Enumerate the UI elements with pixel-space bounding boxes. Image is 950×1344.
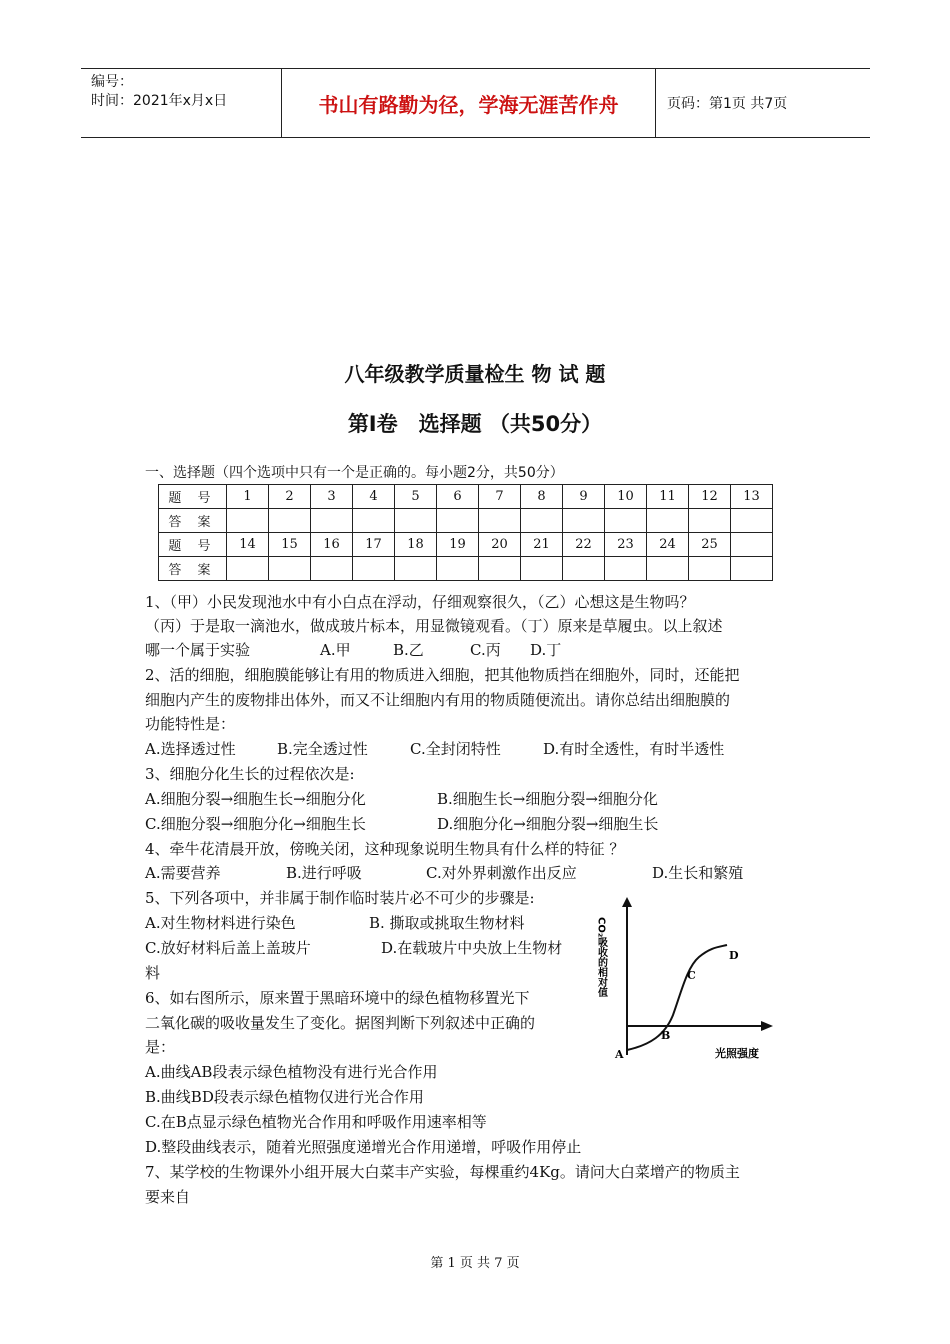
- q4-option-b: B.进行呼吸: [286, 864, 362, 882]
- question-number-cell: 21: [521, 533, 563, 557]
- q2-option-d: D.有时全透性，有时半透性: [543, 740, 725, 758]
- question-number-cell: 13: [731, 485, 773, 509]
- q6-option-a: A.曲线AB段表示绿色植物没有进行光合作用: [145, 1063, 438, 1081]
- table-row: [159, 509, 773, 533]
- answer-cell[interactable]: [437, 557, 479, 581]
- row-label: 答 案: [159, 557, 227, 581]
- q7-line: 7、某学校的生物课外小组开展大白菜丰产实验，每棵重约4Kg。请问大白菜增产的物质主: [145, 1163, 740, 1181]
- question-number-cell: 24: [647, 533, 689, 557]
- q5-option-d-wrap: 料: [145, 964, 161, 982]
- answer-cell[interactable]: [647, 557, 689, 581]
- answer-cell[interactable]: [605, 509, 647, 533]
- q4-option-d: D.生长和繁殖: [652, 864, 744, 882]
- row-label: 题 号: [159, 485, 227, 509]
- q2-line: 2、活的细胞，细胞膜能够让有用的物质进入细胞，把其他物质挡在细胞外，同时，还能把: [145, 666, 740, 684]
- x-axis-label: 光照强度: [715, 1047, 759, 1060]
- exam-title: 八年级教学质量检生 物 试 题: [344, 362, 606, 386]
- question-number-cell: 18: [395, 533, 437, 557]
- q1-line: 哪一个属于实验: [145, 641, 251, 659]
- answer-cell[interactable]: [227, 509, 269, 533]
- question-number-cell: 14: [227, 533, 269, 557]
- answer-cell[interactable]: [311, 509, 353, 533]
- point-label-c: C: [687, 969, 696, 982]
- point-label-b: B: [661, 1029, 671, 1042]
- q6-line: 6、如右图所示，原来置于黑暗环境中的绿色植物移置光下: [145, 989, 530, 1007]
- q2-line: 细胞内产生的废物排出体外，而又不让细胞内有用的物质随便流出。请你总结出细胞膜的: [145, 691, 731, 709]
- answer-cell[interactable]: [227, 557, 269, 581]
- q1-option-d: D.丁: [530, 641, 562, 659]
- answer-cell[interactable]: [731, 509, 773, 533]
- q6-option-d: D.整段曲线表示，随着光照强度递增光合作用递增，呼吸作用停止: [145, 1138, 582, 1156]
- q6-line: 是：: [145, 1038, 176, 1056]
- y-axis-arrow-icon: [622, 897, 632, 907]
- header-page-info: 页码：第1页 共7页: [667, 96, 788, 112]
- question-number-cell: 8: [521, 485, 563, 509]
- answer-cell[interactable]: [269, 509, 311, 533]
- page-footer: 第 1 页 共 7 页: [430, 1256, 520, 1271]
- q2-option-a: A.选择透过性: [145, 740, 236, 758]
- q3-option-a: A.细胞分裂→细胞生长→细胞分化: [145, 790, 366, 808]
- q3-stem: 3、细胞分化生长的过程依次是:: [145, 765, 355, 783]
- y-axis-label: CO₂吸收的相对值: [595, 917, 607, 998]
- question-number-cell: 7: [479, 485, 521, 509]
- answer-table: [158, 484, 773, 581]
- answer-cell[interactable]: [437, 509, 479, 533]
- date-label: 时间：2021年x月x日: [91, 93, 228, 109]
- q7-line: 要来自: [145, 1188, 191, 1206]
- question-number-cell: 3: [311, 485, 353, 509]
- question-number-cell: 6: [437, 485, 479, 509]
- row-label: 题 号: [159, 533, 227, 557]
- answer-cell[interactable]: [269, 557, 311, 581]
- question-number-cell: 23: [605, 533, 647, 557]
- answer-cell[interactable]: [689, 557, 731, 581]
- number-label: 编号：: [91, 74, 133, 90]
- row-label: 答 案: [159, 509, 227, 533]
- answer-cell[interactable]: [689, 509, 731, 533]
- question-number-cell: 5: [395, 485, 437, 509]
- answer-cell[interactable]: [395, 509, 437, 533]
- x-axis-arrow-icon: [761, 1021, 773, 1031]
- question-number-cell: 17: [353, 533, 395, 557]
- header-meta: [81, 69, 281, 137]
- question-number-cell: 16: [311, 533, 353, 557]
- answer-cell[interactable]: [353, 557, 395, 581]
- q1-option-c: C.丙: [470, 641, 501, 659]
- answer-cell[interactable]: [521, 557, 563, 581]
- q2-option-c: C.全封闭特性: [410, 740, 501, 758]
- q1-option-a: A.甲: [320, 641, 351, 659]
- answer-cell[interactable]: [479, 509, 521, 533]
- q1-line: 1、（甲）小民发现池水中有小白点在浮动，仔细观察很久，（乙）心想这是生物吗？: [145, 593, 695, 611]
- q2-option-b: B.完全透过性: [277, 740, 368, 758]
- q3-option-c: C.细胞分裂→细胞分化→细胞生长: [145, 815, 366, 833]
- answer-cell[interactable]: [521, 509, 563, 533]
- q3-option-d: D.细胞分化→细胞分裂→细胞生长: [437, 815, 659, 833]
- q4-option-c: C.对外界刺激作出反应: [426, 864, 577, 882]
- question-number-cell: 2: [269, 485, 311, 509]
- q6-line: 二氧化碳的吸收量发生了变化。据图判断下列叙述中正确的: [145, 1014, 536, 1032]
- q6-option-c: C.在B点显示绿色植物光合作用和呼吸作用速率相等: [145, 1113, 487, 1131]
- question-number-cell: 9: [563, 485, 605, 509]
- co2-curve: [627, 945, 727, 1050]
- table-row: [159, 533, 773, 557]
- answer-cell[interactable]: [563, 509, 605, 533]
- q5-option-d: D.在载玻片中央放上生物材: [381, 939, 563, 957]
- q6-option-b: B.曲线BD段表示绿色植物仅进行光合作用: [145, 1088, 424, 1106]
- question-number-cell: 11: [647, 485, 689, 509]
- answer-cell[interactable]: [311, 557, 353, 581]
- question-number-cell: 19: [437, 533, 479, 557]
- answer-cell[interactable]: [479, 557, 521, 581]
- question-number-cell: 15: [269, 533, 311, 557]
- question-number-cell: 4: [353, 485, 395, 509]
- question-number-cell: 20: [479, 533, 521, 557]
- answer-cell[interactable]: [647, 509, 689, 533]
- question-number-cell: 25: [689, 533, 731, 557]
- co2-absorption-graph: [595, 895, 785, 1070]
- q4-stem: 4、牵牛花清晨开放，傍晚关闭，这种现象说明生物具有什么样的特征 ？: [145, 840, 625, 858]
- q5-option-b: B. 撕取或挑取生物材料: [369, 914, 525, 932]
- section-heading: 一、选择题（四个选项中只有一个是正确的。每小题2分，共50分）: [145, 465, 564, 481]
- answer-cell[interactable]: [395, 557, 437, 581]
- q3-option-b: B.细胞生长→细胞分裂→细胞分化: [437, 790, 658, 808]
- question-number-cell: [731, 533, 773, 557]
- header-motto: 书山有路勤为径，学海无涯苦作舟: [281, 69, 656, 137]
- q5-option-a: A.对生物材料进行染色: [145, 914, 296, 932]
- question-number-cell: 22: [563, 533, 605, 557]
- answer-cell[interactable]: [731, 557, 773, 581]
- q1-line: （丙）于是取一滴池水，做成玻片标本，用显微镜观看。（丁）原来是草履虫。以上叙述: [145, 617, 723, 635]
- q1-option-b: B.乙: [393, 641, 424, 659]
- point-label-d: D: [729, 949, 739, 962]
- q5-option-c: C.放好材料后盖上盖玻片: [145, 939, 311, 957]
- question-number-cell: 1: [227, 485, 269, 509]
- question-number-cell: 12: [689, 485, 731, 509]
- point-label-a: A: [615, 1048, 624, 1061]
- exam-subtitle: 第Ⅰ卷 选择题 （共50分）: [347, 412, 603, 436]
- answer-cell[interactable]: [563, 557, 605, 581]
- table-row: [159, 485, 773, 509]
- answer-cell[interactable]: [605, 557, 647, 581]
- table-row: [159, 557, 773, 581]
- document-header: [81, 68, 870, 138]
- q2-line: 功能特性是：: [145, 715, 236, 733]
- answer-cell[interactable]: [353, 509, 395, 533]
- q5-stem: 5、下列各项中，并非属于制作临时装片必不可少的步骤是:: [145, 889, 535, 907]
- question-number-cell: 10: [605, 485, 647, 509]
- q4-option-a: A.需要营养: [145, 864, 221, 882]
